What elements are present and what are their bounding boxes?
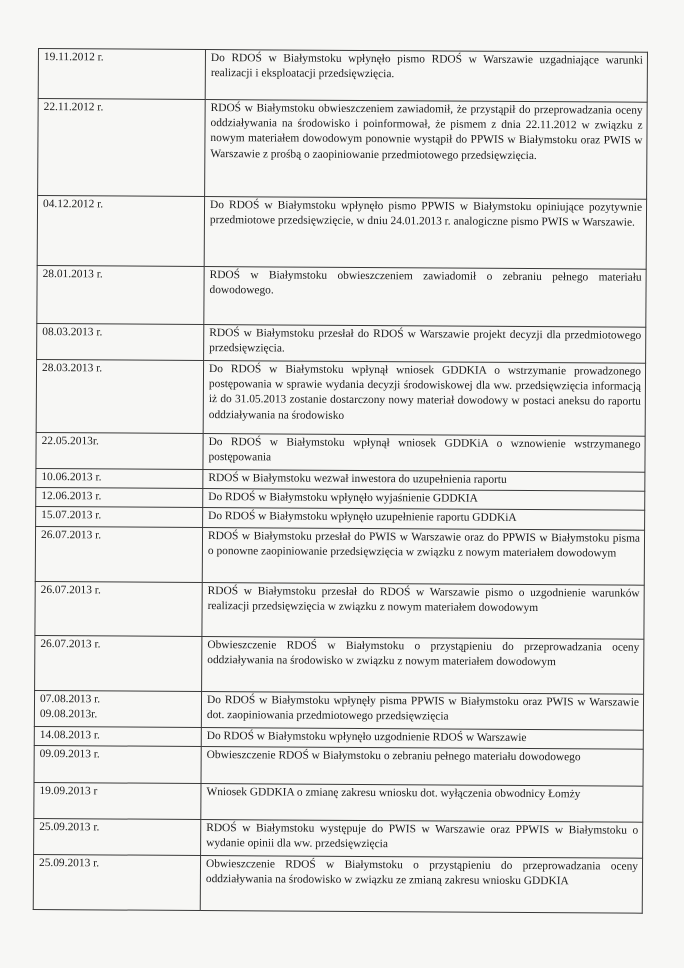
table-row (37, 265, 646, 327)
date-text: 19.09.2013 r (39, 784, 98, 798)
table-row (34, 782, 643, 822)
date-text: 08.03.2013 r. (42, 326, 103, 339)
date-cell (37, 265, 204, 324)
description-cell: RDOŚ w Białymstoku występuje do PWIS w Warszawie oraz PPWIS w Białymstoku o wydanie opinii dla ww. przedsięwzięcia (201, 819, 643, 858)
table-row (34, 745, 643, 786)
date-text: 22.11.2012 r. (43, 101, 104, 114)
date-text: 15.07.2013 r. (41, 509, 102, 522)
description-cell: Do RDOŚ w Białymstoku wpłynął wniosek GDDKIA o wstrzymanie prowadzonego postępowania w sprawie wydania decyzji środowiskowej dla ww. przedsięwzięcia informacją iż do 31.05.2013 zostanie dostarczony nowy materiał dowodowy w postaci aneksu do raportu oddziaływania na środowisko (203, 361, 645, 437)
date-cell (36, 488, 203, 508)
date-text: 12.06.2013 r. (41, 490, 102, 503)
description-cell: Do RDOŚ w Białymstoku wpłynęło uzupełnienie raportu GDDKiA (203, 508, 645, 530)
description-cell: Do RDOŚ w Białymstoku wpłynęło pismo PPWIS w Białymstoku opiniujące pozytywnie przedmiotowe przedsięwzięcie, w dniu 24.01.2013 r. analogiczne pismo PWIS w Warszawie. (204, 197, 646, 270)
description-cell: RDOŚ w Białymstoku wezwał inwestora do uzupełnienia raportu (203, 470, 645, 492)
description-cell: Do RDOŚ w Białymstoku wpłynęło uzgodnienie RDOŚ w Warszawie (201, 727, 643, 749)
table-row (33, 854, 642, 913)
date-text: 28.01.2013 r. (42, 268, 103, 281)
description-cell: RDOŚ w Białymstoku przesłał do RDOŚ w Warszawie projekt decyzji dla przedmiotowego przedsięwzięcia. (204, 325, 646, 364)
table-row (35, 581, 644, 639)
date-cell (35, 581, 202, 636)
date-cell (34, 745, 201, 783)
date-cell (34, 782, 201, 819)
date-text: 26.07.2013 r. (40, 583, 101, 597)
date-cell (38, 49, 205, 100)
table-row (34, 690, 643, 730)
date-cell (35, 526, 202, 582)
description-cell: Do RDOŚ w Białymstoku wpłynęły pisma PPWIS w Białymstoku oraz PWIS w Warszawie dot. zaopiniowania przedmiotowego przedsięwzięcia (201, 691, 643, 730)
table-row (37, 196, 646, 270)
date-text: 22.05.2013r. (41, 435, 99, 448)
table-row (38, 99, 648, 200)
date-text: 10.06.2013 r. (41, 471, 102, 484)
description-cell: RDOŚ w Białymstoku przesłał do PWIS w Warszawie oraz do PPWIS w Białymstoku pisma o ponowne zaopiniowanie przedsięwzięcia w związku z nowym materiałem dowodowym (202, 527, 644, 585)
description-cell: Do RDOŚ w Białymstoku wpłynęło wyjaśnienie GDDKIA (203, 489, 645, 511)
date-cell (33, 854, 200, 910)
date-text: 19.11.2012 r. (43, 51, 104, 64)
date-text: 28.03.2013 r. (42, 362, 103, 375)
date-cell (35, 635, 202, 691)
date-text: 25.09.2013 r. (38, 856, 100, 870)
date-text: 07.08.2013 r. (39, 692, 101, 706)
date-cell (36, 507, 203, 527)
table-row (38, 49, 647, 103)
date-cell (36, 432, 203, 469)
proceedings-rows (33, 49, 647, 914)
date-cell (34, 690, 201, 727)
description-cell: RDOŚ w Białymstoku przesłał do RDOŚ w Warszawie pismo o uzgodnienie warunków realizacji przedsięwzięcia w związku z nowym materiałem dowodowym (202, 582, 644, 639)
table-row (36, 432, 645, 472)
date-text: 04.12.2012 r. (43, 198, 104, 211)
description-cell: Obwieszczenie RDOŚ w Białymstoku o zebraniu pełnego materiału dowodowego (201, 746, 643, 786)
date-text: 25.09.2013 r. (39, 820, 100, 834)
date-text: 26.07.2013 r. (40, 637, 101, 651)
description-cell: Obwieszczenie RDOŚ w Białymstoku o przystąpieniu do przeprowadzania oceny oddziaływania na środowisko w związku z nowym materiałem dowodowym (202, 636, 644, 694)
table-row (37, 323, 646, 363)
table-row (34, 818, 643, 858)
table-row (36, 359, 645, 436)
date-text: 09.09.2013 r. (39, 747, 100, 761)
date-cell (37, 323, 204, 360)
table-row (35, 635, 644, 694)
date-cell (36, 468, 203, 488)
date-cell (37, 196, 204, 267)
date-cell (38, 99, 206, 197)
date-cell (36, 359, 203, 433)
table-row (35, 526, 644, 585)
description-cell: RDOŚ w Białymstoku obwieszczeniem zawiadomił, że przystąpił do przeprowadzania oceny oddziaływania na środowisko i poinformował, że pismem z dnia 22.11.2012 w związku z nowym materiałem dowodowym ponownie wystąpił do PPWIS w Białymstoku oraz PWIS w Warszawie z prośbą o zaopiniowanie przedmiotowego przedsięwzięcia. (205, 100, 648, 200)
description-cell: Do RDOŚ w Białymstoku wpłynął wniosek GDDKiA o wznowienie wstrzymanego postępowania (203, 434, 645, 473)
date-cell (34, 726, 201, 746)
date-cell (34, 818, 201, 855)
description-cell: Obwieszczenie RDOŚ w Białymstoku o przystąpieniu do przeprowadzania oceny oddziaływania na środowisko w związku ze zmianą zakresu wniosku GDDKIA (200, 855, 642, 913)
description-cell: Wniosek GDDKIA o zmianę zakresu wniosku dot. wyłączenia obwodnicy Łomży (201, 783, 643, 822)
description-cell: Do RDOŚ w Białymstoku wpłynęło pismo RDOŚ w Warszawie uzgadniające warunki realizacji i eksploatacji przedsięwzięcia. (205, 50, 647, 103)
date-text: 09.08.2013r. (39, 707, 98, 721)
date-text: 26.07.2013 r. (40, 528, 102, 542)
proceedings-table (33, 48, 648, 914)
date-text: 14.08.2013 r. (39, 728, 100, 742)
description-cell: RDOŚ w Białymstoku obwieszczeniem zawiadomił o zebraniu pełnego materiału dowodowego. (204, 267, 646, 328)
